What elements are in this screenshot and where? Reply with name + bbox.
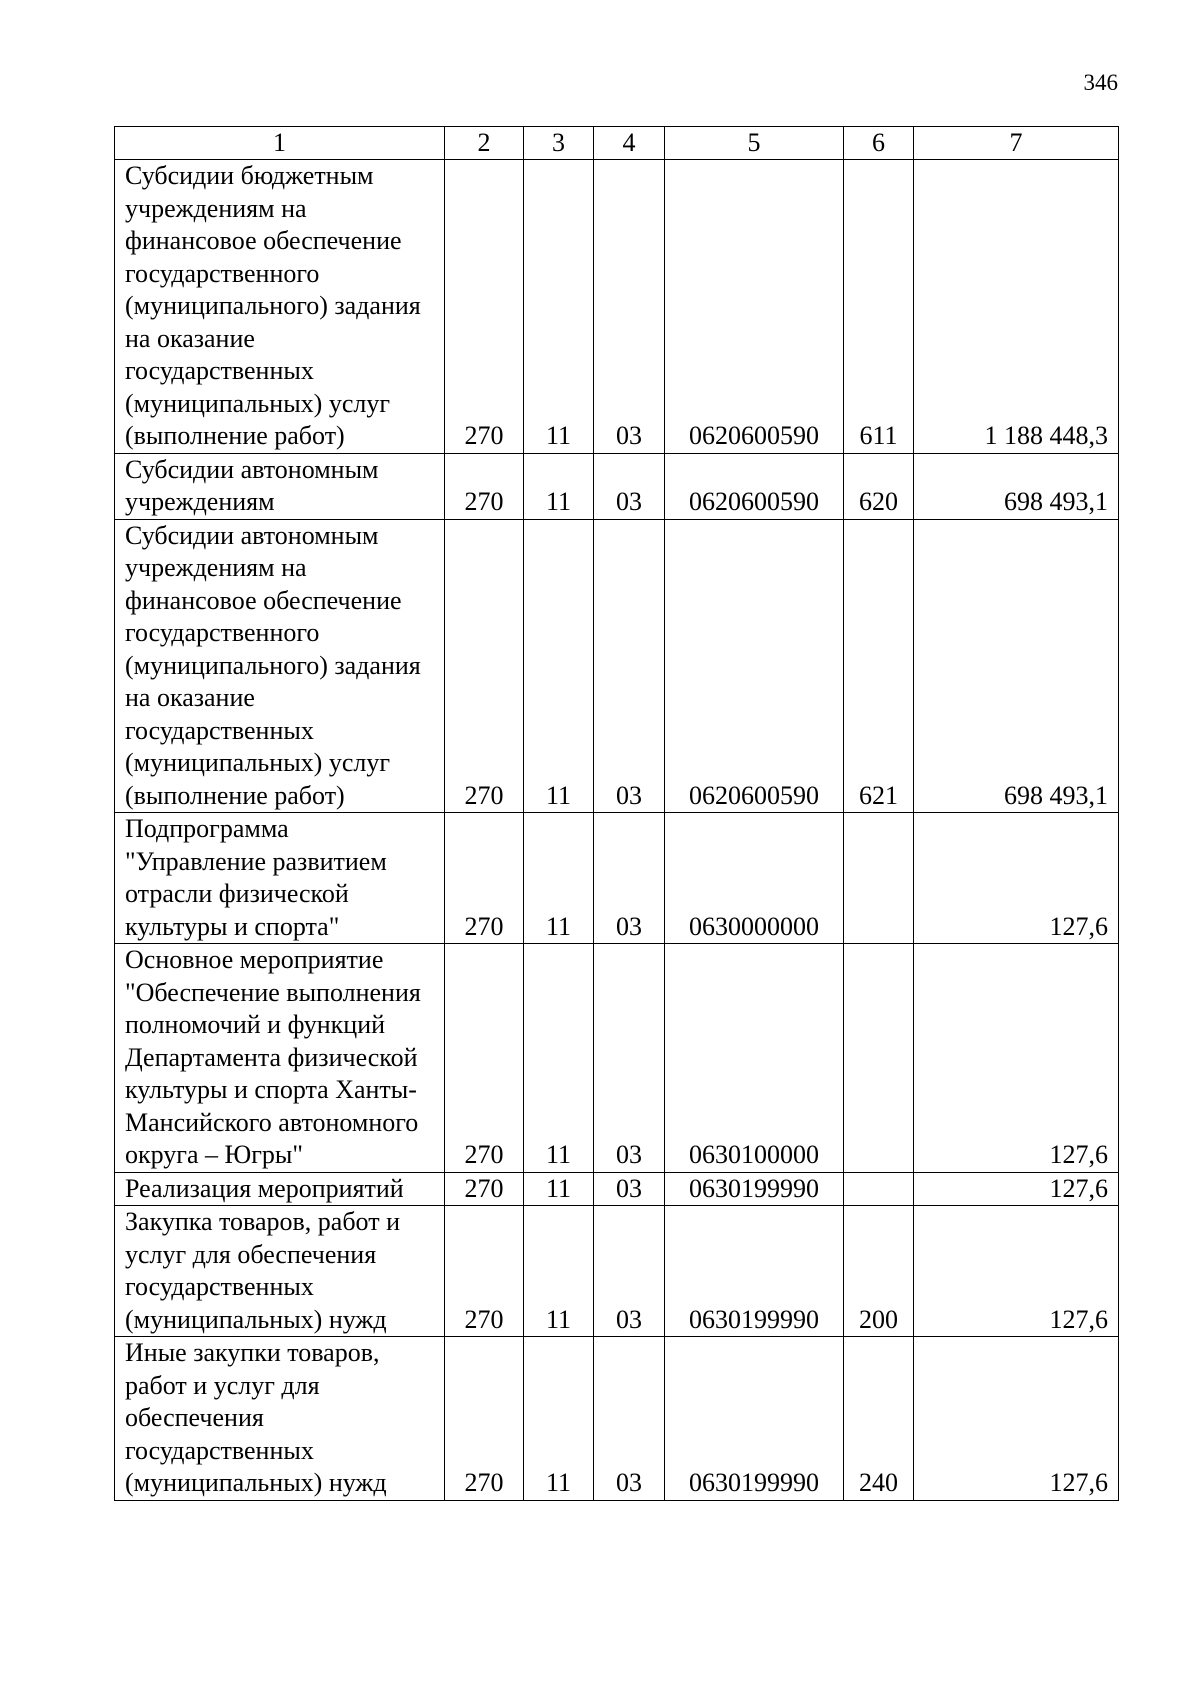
row-description: Подпрограмма "Управление развитием отрасли физической культуры и спорта" bbox=[115, 813, 445, 944]
cell-subsection-code: 03 bbox=[594, 1206, 665, 1337]
cell-section-code: 11 bbox=[524, 453, 594, 519]
table-header-row bbox=[115, 127, 1119, 160]
cell-section-code: 11 bbox=[524, 160, 594, 454]
cell-expense-type: 621 bbox=[844, 519, 914, 813]
cell-subsection-code: 03 bbox=[594, 813, 665, 944]
column-header: 7 bbox=[914, 127, 1119, 160]
cell-section-code: 11 bbox=[524, 944, 594, 1173]
page-number: 346 bbox=[1083, 70, 1118, 95]
table-row bbox=[115, 1206, 1119, 1337]
table-row bbox=[115, 1337, 1119, 1501]
cell-section-code: 11 bbox=[524, 519, 594, 813]
cell-ministry-code: 270 bbox=[445, 1337, 524, 1501]
cell-section-code: 11 bbox=[524, 1172, 594, 1206]
cell-section-code: 11 bbox=[524, 1206, 594, 1337]
row-description: Основное мероприятие "Обеспечение выполнения полномочий и функций Департамента физической культуры и спорта Ханты-Мансийского автономного округа – Югры" bbox=[115, 944, 445, 1173]
row-description: Иные закупки товаров, работ и услуг для обеспечения государственных (муниципальных) нужд bbox=[115, 1337, 445, 1501]
column-header: 2 bbox=[445, 127, 524, 160]
cell-target-article: 0630000000 bbox=[665, 813, 844, 944]
cell-expense-type: 200 bbox=[844, 1206, 914, 1337]
row-description: Субсидии автономным учреждениям bbox=[115, 453, 445, 519]
cell-target-article: 0620600590 bbox=[665, 160, 844, 454]
cell-subsection-code: 03 bbox=[594, 160, 665, 454]
cell-amount: 127,6 bbox=[914, 944, 1119, 1173]
cell-subsection-code: 03 bbox=[594, 1172, 665, 1206]
column-header: 4 bbox=[594, 127, 665, 160]
cell-amount: 698 493,1 bbox=[914, 519, 1119, 813]
cell-expense-type: 611 bbox=[844, 160, 914, 454]
cell-expense-type bbox=[844, 1172, 914, 1206]
cell-expense-type: 240 bbox=[844, 1337, 914, 1501]
cell-amount: 127,6 bbox=[914, 1206, 1119, 1337]
table-row bbox=[115, 519, 1119, 813]
cell-expense-type bbox=[844, 944, 914, 1173]
cell-expense-type: 620 bbox=[844, 453, 914, 519]
cell-ministry-code: 270 bbox=[445, 944, 524, 1173]
cell-ministry-code: 270 bbox=[445, 1172, 524, 1206]
cell-subsection-code: 03 bbox=[594, 944, 665, 1173]
cell-amount: 127,6 bbox=[914, 813, 1119, 944]
cell-target-article: 0630100000 bbox=[665, 944, 844, 1173]
row-description: Реализация мероприятий bbox=[115, 1172, 445, 1206]
cell-amount: 698 493,1 bbox=[914, 453, 1119, 519]
cell-target-article: 0620600590 bbox=[665, 453, 844, 519]
table-row bbox=[115, 453, 1119, 519]
budget-table bbox=[114, 126, 1119, 1501]
cell-section-code: 11 bbox=[524, 1337, 594, 1501]
row-description: Субсидии автономным учреждениям на финансовое обеспечение государственного (муниципального) задания на оказание государственных (муниципальных) услуг (выполнение работ) bbox=[115, 519, 445, 813]
cell-ministry-code: 270 bbox=[445, 453, 524, 519]
cell-target-article: 0630199990 bbox=[665, 1337, 844, 1501]
cell-ministry-code: 270 bbox=[445, 519, 524, 813]
row-description: Закупка товаров, работ и услуг для обеспечения государственных (муниципальных) нужд bbox=[115, 1206, 445, 1337]
cell-target-article: 0630199990 bbox=[665, 1206, 844, 1337]
cell-subsection-code: 03 bbox=[594, 1337, 665, 1501]
table-row bbox=[115, 813, 1119, 944]
column-header: 6 bbox=[844, 127, 914, 160]
cell-subsection-code: 03 bbox=[594, 519, 665, 813]
cell-target-article: 0620600590 bbox=[665, 519, 844, 813]
table-row bbox=[115, 944, 1119, 1173]
cell-target-article: 0630199990 bbox=[665, 1172, 844, 1206]
table-row bbox=[115, 160, 1119, 454]
column-header: 5 bbox=[665, 127, 844, 160]
column-header: 1 bbox=[115, 127, 445, 160]
cell-section-code: 11 bbox=[524, 813, 594, 944]
cell-subsection-code: 03 bbox=[594, 453, 665, 519]
cell-expense-type bbox=[844, 813, 914, 944]
cell-amount: 127,6 bbox=[914, 1172, 1119, 1206]
cell-ministry-code: 270 bbox=[445, 813, 524, 944]
row-description: Субсидии бюджетным учреждениям на финансовое обеспечение государственного (муниципального) задания на оказание государственных (муниципальных) услуг (выполнение работ) bbox=[115, 160, 445, 454]
column-header: 3 bbox=[524, 127, 594, 160]
cell-ministry-code: 270 bbox=[445, 160, 524, 454]
cell-amount: 127,6 bbox=[914, 1337, 1119, 1501]
cell-ministry-code: 270 bbox=[445, 1206, 524, 1337]
table-row bbox=[115, 1172, 1119, 1206]
cell-amount: 1 188 448,3 bbox=[914, 160, 1119, 454]
